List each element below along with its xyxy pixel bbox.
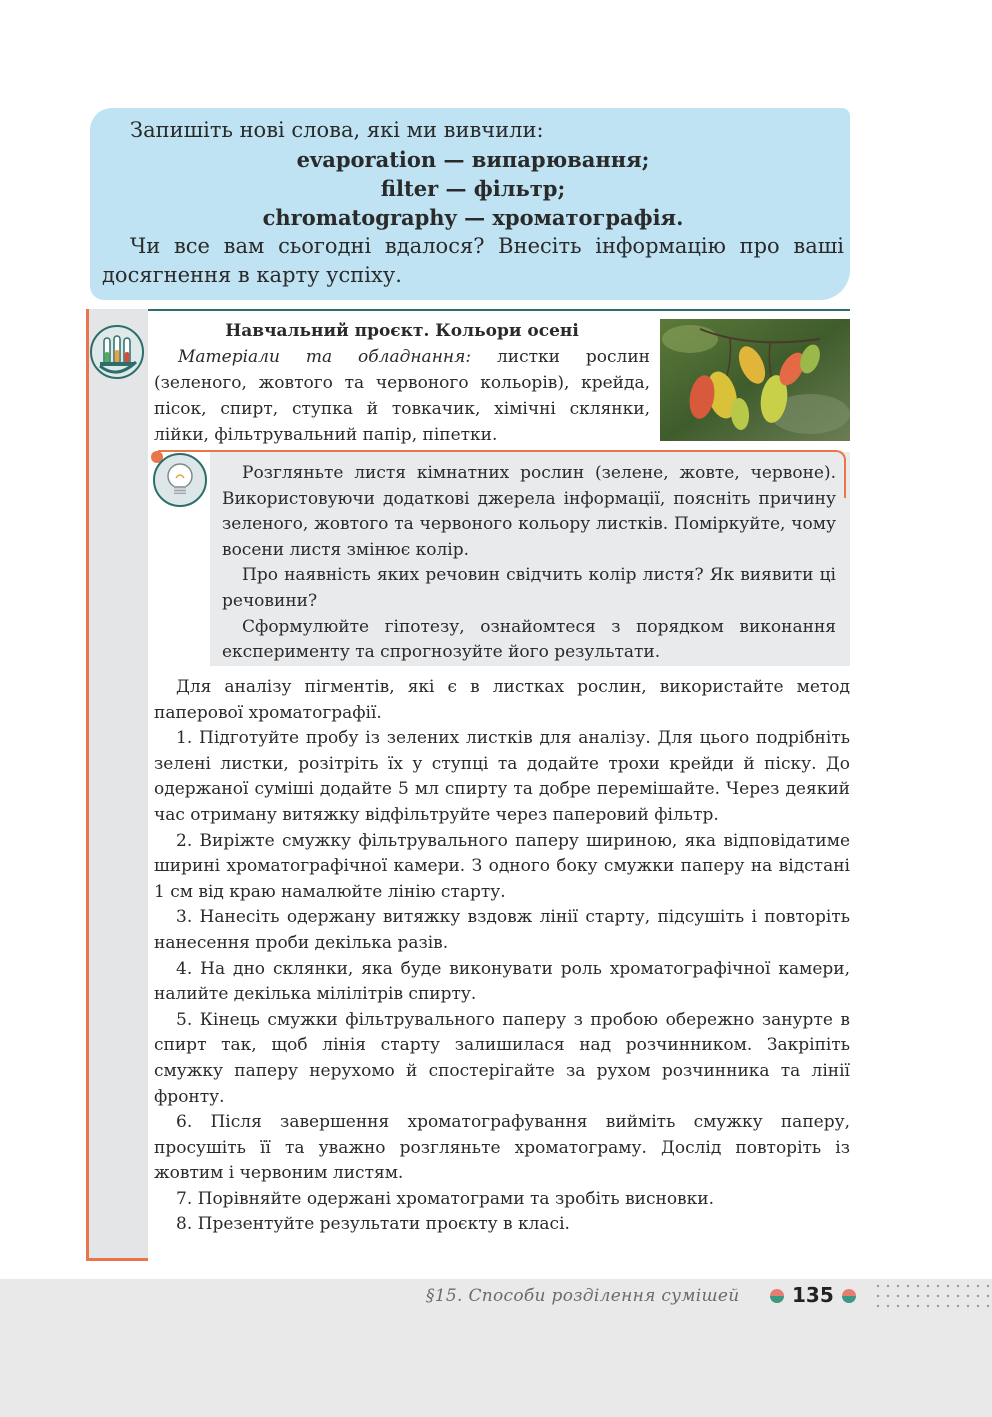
instruction-step: 6. Після завершення хроматографування вийміть смужку паперу, просушіть її та уважно розгляньте хроматограму. Дослід повторіть із жовтим і червоним листям. <box>154 1112 850 1184</box>
project-orange-rule <box>86 309 89 1261</box>
note-closing: Чи все вам сьогодні вдалося? Внесіть інформацію про ваші досягнення в карту успіху. <box>102 234 844 287</box>
instructions <box>154 675 850 1238</box>
instruction-step: 8. Презентуйте результати проєкту в класі. <box>176 1214 570 1235</box>
instruction-step: 4. На дно склянки, яка буде виконувати роль хроматографічної камери, налийте декілька мілілітрів спирту. <box>154 958 850 1005</box>
project-orange-bottom-rule <box>86 1258 148 1261</box>
instruction-step: 1. Підготуйте пробу із зелених листків для аналізу. Для цього подрібніть зелені листки, розітріть їх у ступці та додайте трохи крейди й піску. До одержаної суміші додайте 5 мл спирту та добре перемішайте. Через деякий час отриману витяжку відфільтруйте через паперовий фільтр. <box>154 728 850 825</box>
dot-pattern-icon <box>874 1282 992 1312</box>
note-term-evaporation: evaporation — випарювання; <box>296 147 650 172</box>
autumn-leaves-photo <box>660 319 850 441</box>
lightbulb-icon <box>152 452 208 508</box>
project-side-bar <box>86 309 148 1261</box>
project-title: Навчальний проєкт. Кольори осені <box>225 321 579 341</box>
note-intro: Запишіть нові слова, які ми вивчили: <box>130 118 544 142</box>
hypothesis-text <box>222 461 836 666</box>
note-term-chromatography: chromatography — хроматографія. <box>262 205 684 230</box>
project-materials <box>154 344 650 448</box>
hypothesis-paragraph-2: Про наявність яких речовин свідчить колір листя? Як виявити ці речовини? <box>222 565 836 611</box>
materials-label: Матеріали та обладнання: <box>178 347 472 367</box>
project-top-rule <box>148 309 850 311</box>
instruction-step: 3. Нанесіть одержану витяжку вздовж лінії старту, підсушіть і повторіть нанесення проби декілька разів. <box>154 907 850 953</box>
test-tubes-icon <box>88 322 146 382</box>
note-term-filter: filter — фільтр; <box>380 176 566 201</box>
instruction-step: 7. Порівняйте одержані хроматограми та зробіть висновки. <box>176 1188 714 1209</box>
instruction-step: 5. Кінець смужки фільтрувального паперу з пробою обережно занурте в спирт так, щоб лінія старту залишилася над розчинником. Закріпіть смужку паперу нерухомо й спостерігайте за рухом розчинника та лінії фронту. <box>154 1009 850 1107</box>
hypothesis-paragraph-3: Сформулюйте гіпотезу, ознайомтеся з порядком виконання експерименту та спрогнозуйте його результати. <box>222 616 836 663</box>
page-marker-right-icon <box>842 1289 856 1303</box>
vocabulary-note <box>102 116 844 290</box>
materials-text: листки рослин (зеленого, жовтого та червоного кольорів), крейда, пісок, спирт, ступка й товкачик, хімічні склянки, лійки, фільтрувальний папір, піпетки. <box>154 347 650 445</box>
instruction-step: 2. Виріжте смужку фільтрувального паперу шириною, яка відповідатиме ширині хроматографічної камери. З одного боку смужки паперу на відстані 1 см від краю намалюйте лінію старту. <box>154 830 850 902</box>
project-header <box>154 318 650 448</box>
hypothesis-paragraph-1: Розгляньте листя кімнатних рослин (зелене, жовте, червоне). Використовуючи додаткові джерела інформації, поясніть причину зеленого, жовтого та червоного кольору листків. Поміркуйте, чому восени листя змінює колір. <box>222 463 836 560</box>
page-number: 135 <box>792 1283 834 1307</box>
section-title: §15. Способи розділення сумішей <box>426 1286 740 1306</box>
instructions-intro: Для аналізу пігментів, які є в листках рослин, використайте метод паперової хроматографії. <box>154 677 850 723</box>
page-marker-left-icon <box>770 1289 784 1303</box>
